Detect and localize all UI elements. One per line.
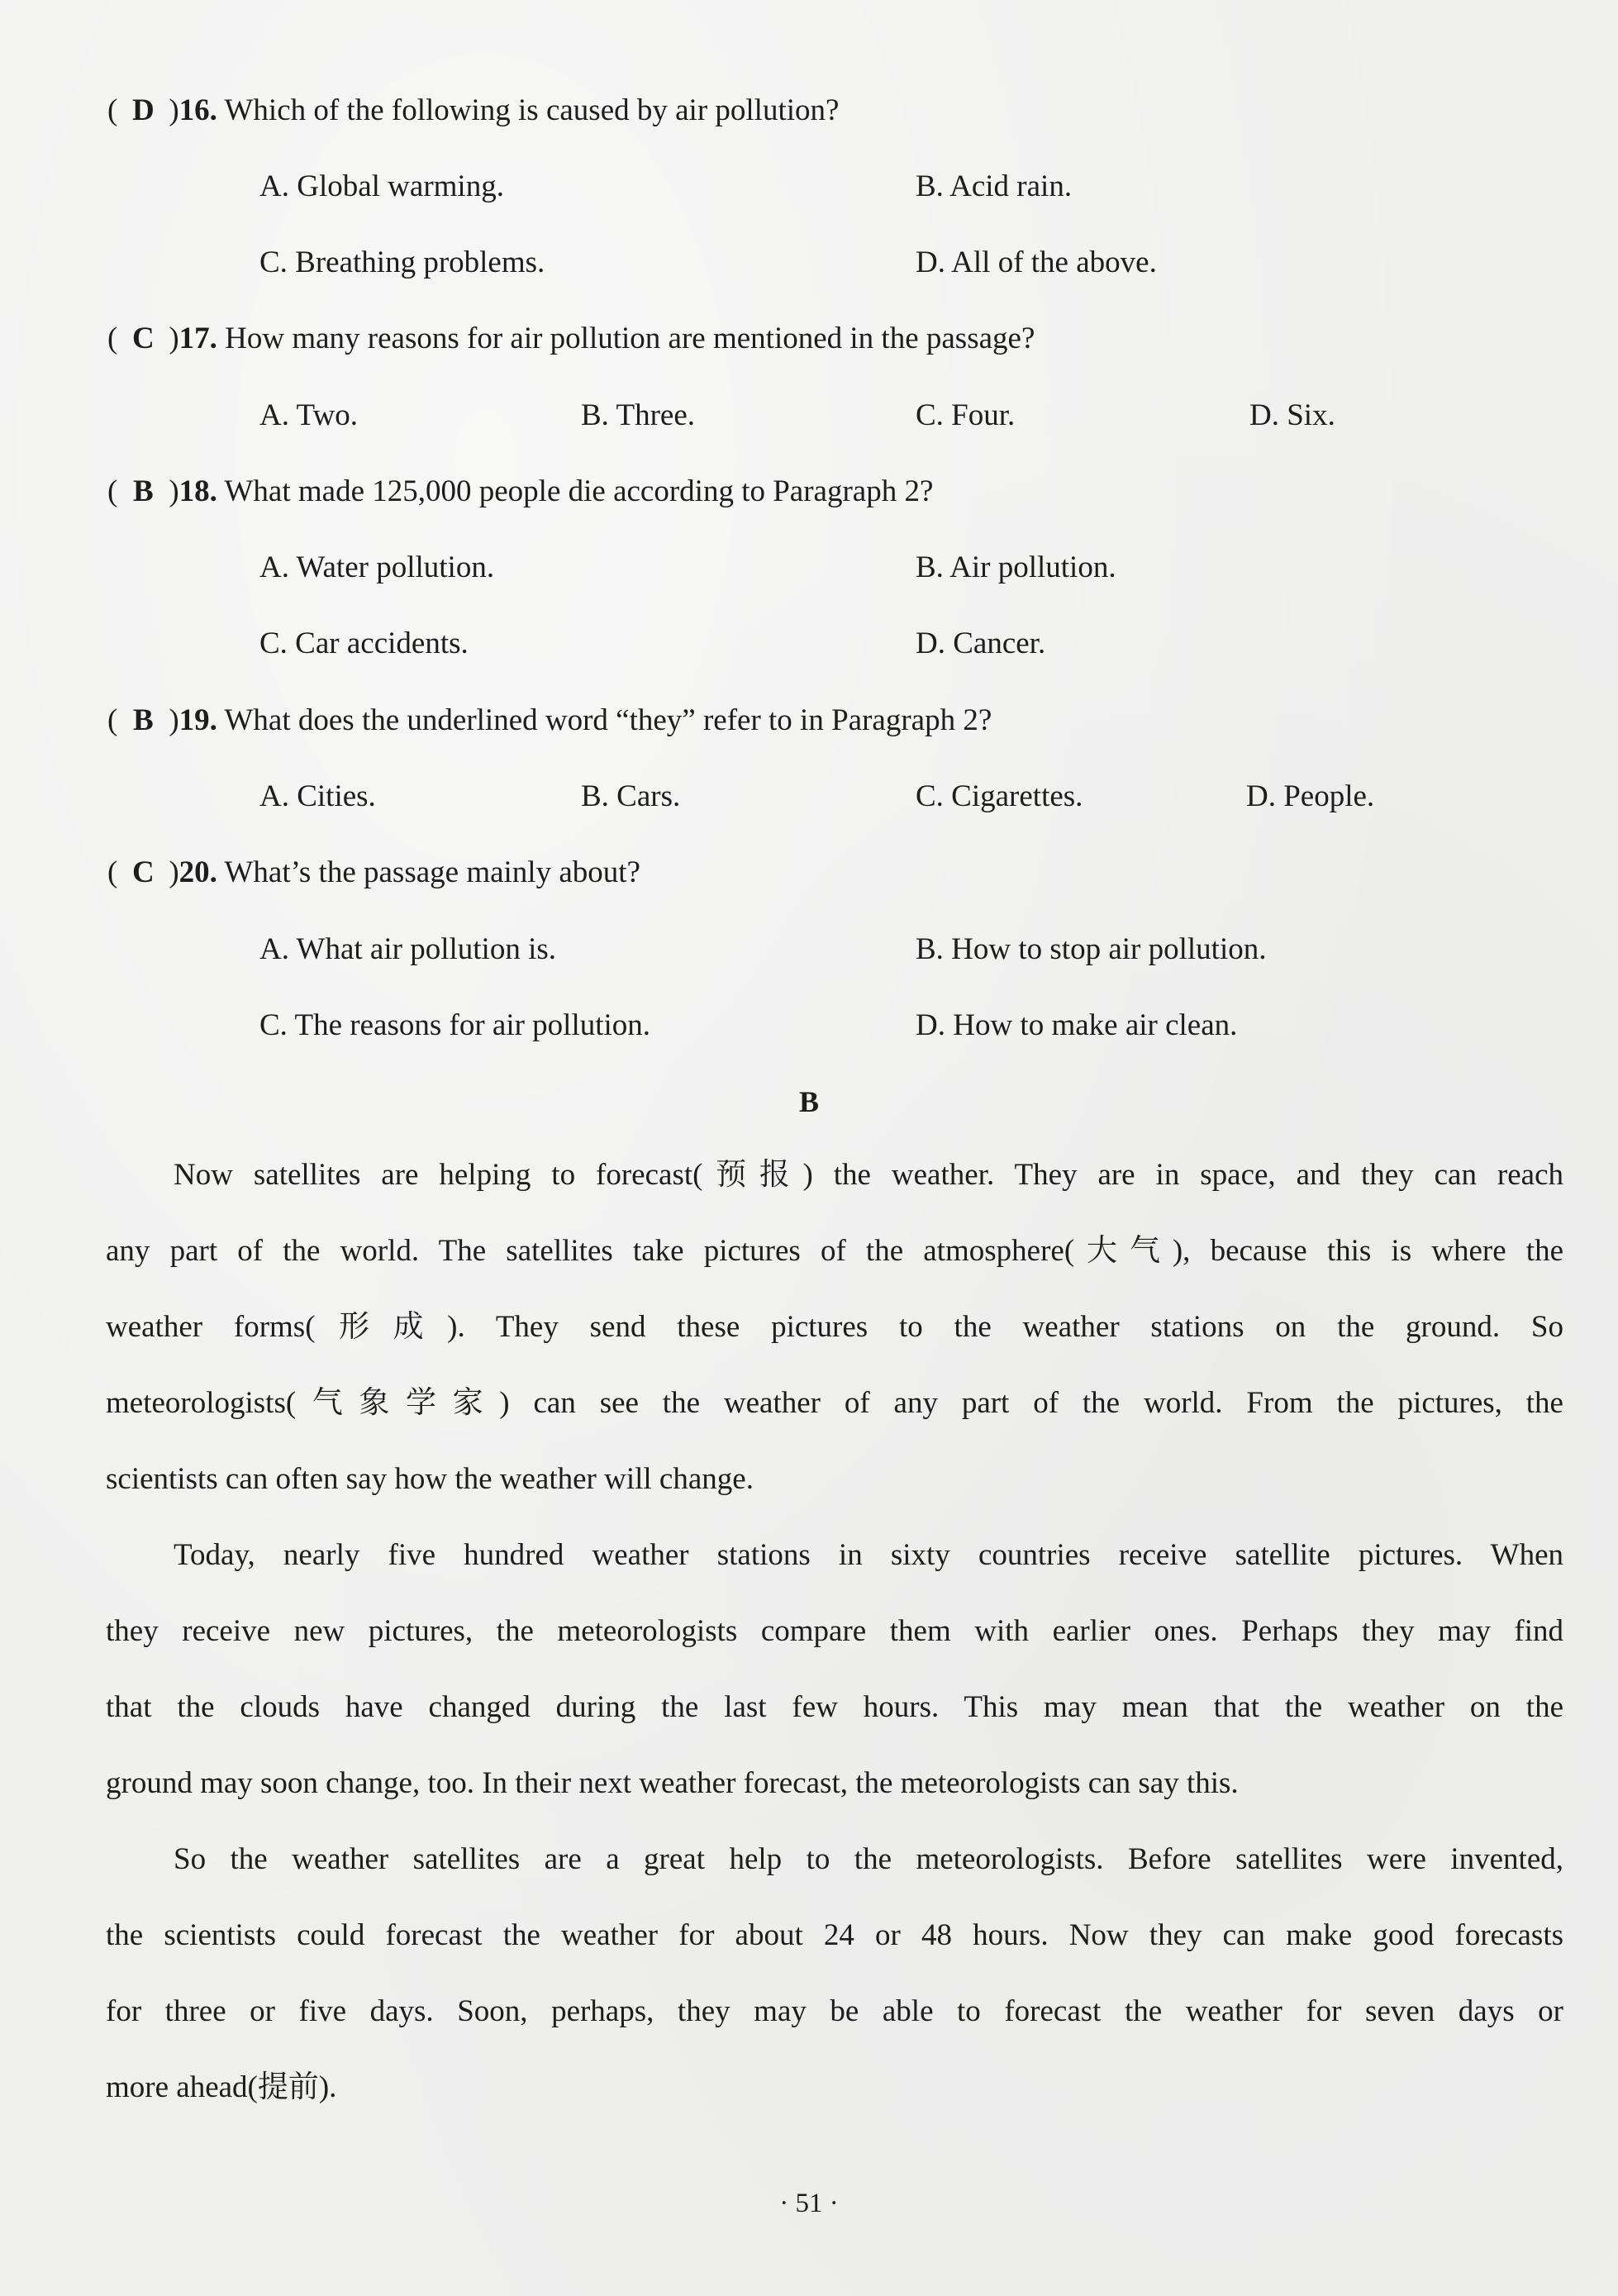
answer-19: B (132, 703, 154, 737)
question-19-text: What does the underlined word “they” refer to in Paragraph 2? (224, 703, 992, 737)
q16-option-a: A. Global warming. (259, 169, 504, 203)
question-16-number: 16. (178, 93, 217, 127)
q20-option-a: A. What air pollution is. (259, 932, 556, 966)
question-18-stem: ( B )18. What made 125,000 people die according to Paragraph 2? (107, 474, 934, 508)
q18-option-d: D. Cancer. (916, 626, 1046, 660)
question-17-number: 17. (178, 322, 217, 355)
q20-option-b: B. How to stop air pollution. (916, 932, 1267, 966)
question-17-stem: ( C )17. How many reasons for air pollution are mentioned in the passage? (107, 322, 1035, 355)
passage-line: they receive new pictures, the meteorologists compare them with earlier ones. Perhaps they may find (106, 1614, 1563, 1648)
passage-line: scientists can often say how the weather will change. (106, 1462, 754, 1496)
passage-line: Today, nearly five hundred weather stations in sixty countries receive satellite pictures. When (174, 1538, 1563, 1572)
passage-line: for three or five days. Soon, perhaps, they may be able to forecast the weather for seven days or (106, 1994, 1563, 2028)
page-number: · 51 · (779, 2189, 839, 2218)
passage-line: any part of the world. The satellites take pictures of the atmosphere(大气), because this is where the (106, 1234, 1563, 1268)
question-16-text: Which of the following is caused by air pollution? (224, 93, 840, 127)
q18-option-b: B. Air pollution. (916, 550, 1116, 584)
q20-option-c: C. The reasons for air pollution. (259, 1008, 651, 1042)
question-18-text: What made 125,000 people die according to Paragraph 2? (224, 474, 934, 508)
passage-line: Now satellites are helping to forecast(预报) the weather. They are in space, and they can reach (174, 1158, 1563, 1192)
q16-option-c: C. Breathing problems. (259, 245, 545, 279)
question-17-text: How many reasons for air pollution are mentioned in the passage? (225, 322, 1035, 355)
answer-18: B (132, 474, 154, 508)
q19-option-c: C. Cigarettes. (916, 779, 1083, 813)
q16-option-b: B. Acid rain. (916, 169, 1073, 203)
q18-option-a: A. Water pollution. (259, 550, 495, 584)
passage-line: ground may soon change, too. In their next weather forecast, the meteorologists can say this. (106, 1766, 1239, 1800)
answer-17: C (131, 322, 155, 355)
q17-option-c: C. Four. (916, 398, 1016, 432)
question-16-stem: ( D )16. Which of the following is caused by air pollution? (107, 93, 840, 127)
answer-20: C (131, 855, 155, 889)
question-18-number: 18. (178, 474, 217, 508)
passage-line: that the clouds have changed during the last few hours. This may mean that the weather on the (106, 1690, 1563, 1724)
q19-option-b: B. Cars. (581, 779, 681, 813)
q20-option-d: D. How to make air clean. (916, 1008, 1238, 1042)
passage-line: meteorologists(气象学家) can see the weather of any part of the world. From the pictures, the (106, 1386, 1563, 1420)
q16-option-d: D. All of the above. (916, 245, 1157, 279)
q19-option-a: A. Cities. (259, 779, 376, 813)
question-20-text: What’s the passage mainly about? (224, 855, 640, 889)
section-b-title: B (798, 1085, 819, 1118)
passage-line: more ahead(提前). (106, 2070, 337, 2104)
passage-line: So the weather satellites are a great help to the meteorologists. Before satellites were invented, (174, 1842, 1563, 1876)
q17-option-d: D. Six. (1249, 398, 1335, 432)
q19-option-d: D. People. (1246, 779, 1375, 813)
q17-option-b: B. Three. (581, 398, 696, 432)
q18-option-c: C. Car accidents. (259, 626, 469, 660)
question-19-number: 19. (178, 703, 217, 737)
q17-option-a: A. Two. (259, 398, 359, 432)
passage-line: the scientists could forecast the weather for about 24 or 48 hours. Now they can make good forecasts (106, 1918, 1563, 1952)
passage-line: weather forms(形成). They send these pictures to the weather stations on the ground. So (106, 1310, 1563, 1344)
question-19-stem: ( B )19. What does the underlined word “they” refer to in Paragraph 2? (107, 703, 992, 737)
answer-16: D (131, 93, 155, 127)
question-20-number: 20. (178, 855, 217, 889)
question-20-stem: ( C )20. What’s the passage mainly about? (107, 855, 640, 889)
